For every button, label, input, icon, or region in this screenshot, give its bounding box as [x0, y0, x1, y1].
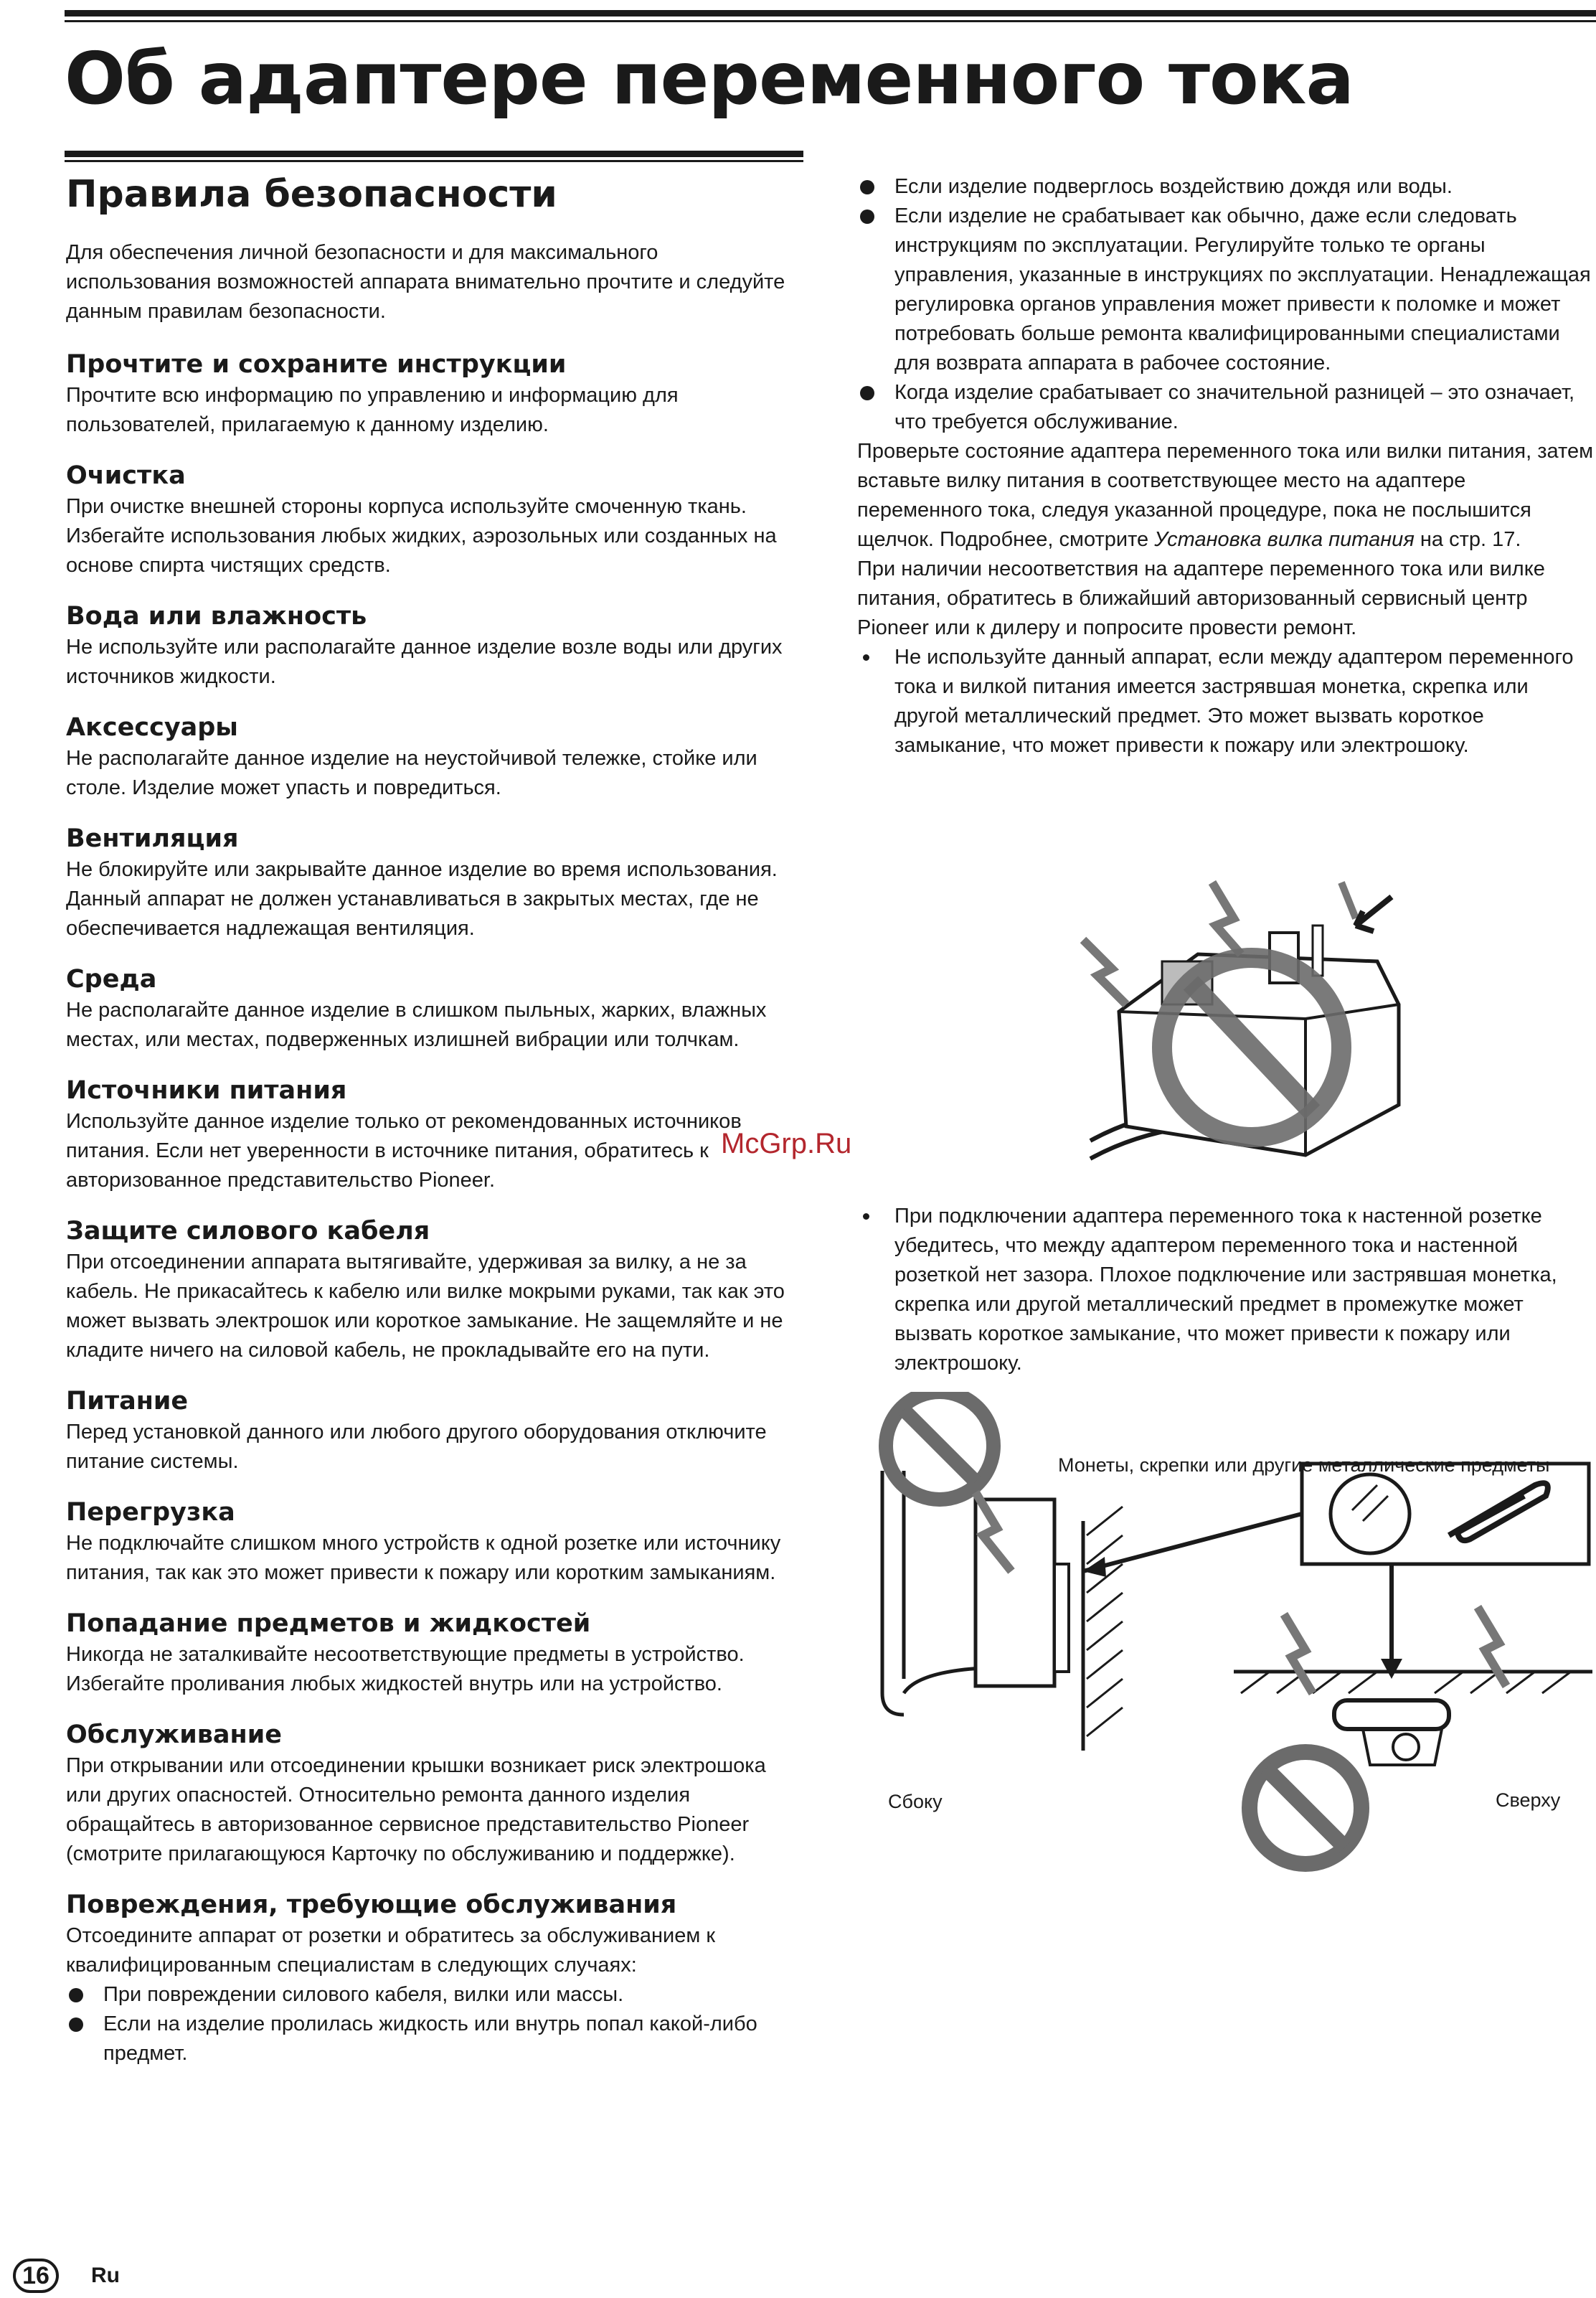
section-power-cord — [66, 1215, 805, 1365]
section-accessories — [66, 711, 805, 803]
section-text: При отсоединении аппарата вытягивайте, удерживая за вилку, а не за кабель. Не прикасайтесь к кабелю или вилке мокрыми руками, так как это может вызвать электрошок или короткое замыкание. Не защемляйте и не кладите ничего на силовой кабель, не прокладывайте его на пути. — [66, 1251, 785, 1362]
section-text: Никогда не заталкивайте несоответствующие предметы в устройство. Избегайте проливания любых жидкостей внутрь или на устройство. — [66, 1643, 745, 1696]
section-heading: Аксессуары — [66, 713, 238, 743]
section-heading: Защите силового кабеля — [66, 1217, 430, 1246]
note-list-1 — [857, 643, 1596, 760]
note-block-2 — [857, 1202, 1596, 1378]
page-title: Об адаптере переменного тока — [65, 37, 1354, 121]
section-environment — [66, 963, 805, 1055]
list-item: Если изделие не срабатывает как обычно, даже если следовать инструкциям по эксплуатации. Регулируйте только те органы управления, указанные в инструкциях по эксплуатации. Ненадлежащая регулировка органов управления может привести к поломке и может потребовать больше ремонта квалифицированными специалистами для возврата аппарата в рабочее состояние. — [857, 202, 1596, 378]
section-text: Не блокируйте или закрывайте данное изделие во время использования. Данный аппарат не должен устанавливаться в закрытых местах, где не обеспечивается надлежащая вентиляция. — [66, 858, 778, 941]
section-heading: Прочтите и сохраните инструкции — [66, 350, 567, 380]
section-heading: Очистка — [66, 461, 186, 491]
section-heading: Обслуживание — [66, 1720, 282, 1750]
list-item: Когда изделие срабатывает со значительной разницей – это означает, что требуется обслуживание. — [857, 378, 1596, 437]
section-power — [66, 1385, 805, 1477]
damage-list — [66, 1980, 805, 2068]
section-ventilation — [66, 822, 805, 943]
section-damage — [66, 1888, 805, 2068]
note-list-2 — [857, 1202, 1596, 1378]
service-cases-list — [857, 172, 1596, 437]
top-rule-thin — [65, 20, 1596, 22]
section-text: Прочтите всю информацию по управлению и информацию для пользователей, прилагаемую к данному изделию. — [66, 384, 679, 437]
section-text: При очистке внешней стороны корпуса используйте смоченную ткань. Избегайте использования любых жидких, аэрозольных или созданных на основе спирта чистящих средств. — [66, 495, 777, 578]
section-overload — [66, 1496, 805, 1588]
section-text: Не используйте или располагайте данное изделие возле воды или других источников жидкости. — [66, 636, 783, 689]
figure-label-side: Сбоку — [888, 1791, 943, 1812]
list-item: Если изделие подверглось воздействию дождя или воды. — [857, 172, 1596, 202]
section-text: Не располагайте данное изделие в слишком пыльных, жарких, влажных местах, или местах, подверженных излишней вибрации или толчкам. — [66, 999, 767, 1052]
section-heading: Вода или влажность — [66, 602, 367, 631]
intro-paragraph: Для обеспечения личной безопасности и для максимального использования возможностей аппарата внимательно прочтите и следуйте данным правилам безопасности. — [66, 241, 785, 324]
section-text: Не располагайте данное изделие на неустойчивой тележке, стойке или столе. Изделие может упасть и повредиться. — [66, 747, 757, 800]
section-heading: Среда — [66, 965, 157, 994]
section-text: Используйте данное изделие только от рекомендованных источников питания. Если нет уверенности в источнике питания, обратитесь к авторизованное представительство Pioneer. — [66, 1110, 742, 1192]
section-title: Правила безопасности — [66, 173, 557, 216]
check-adapter-paragraph — [857, 437, 1596, 555]
repair-paragraph: При наличии несоответствия на адаптере переменного тока или вилке питания, обратитесь в ближайший авторизованный сервисный центр Pioneer или к дилеру и попросите провести ремонт. — [857, 557, 1545, 639]
page-footer — [13, 2259, 120, 2293]
section-text: При открывании или отсоединении крышки возникает риск электрошока или других опасностей. Относительно ремонта данного изделия обращайтесь в авторизованное сервисное представительство Pioneer (смотрите прилагающуюся Карточку по обслуживанию и поддержке). — [66, 1754, 766, 1866]
section-objects-liquids — [66, 1607, 805, 1699]
section-water — [66, 600, 805, 692]
text-span: на стр. 17. — [1414, 528, 1521, 551]
section-text: Не подключайте слишком много устройств к одной розетке или источнику питания, так как это может привести к пожару или коротким замыканиям. — [66, 1532, 781, 1585]
top-rule — [65, 10, 1596, 17]
note-item: Не используйте данный аппарат, если между адаптером переменного тока и вилкой питания имеется застрявшая монетка, скрепка или другой металлический предмет. Это может вызвать короткое замыкание, что может привести к пожару или электрошоку. — [857, 643, 1596, 760]
list-item: При повреждении силового кабеля, вилки или массы. — [66, 1980, 805, 2010]
figure-label-objects: Монеты, скрепки или другие металлические предметы — [1058, 1454, 1550, 1476]
section-heading: Попадание предметов и жидкостей — [66, 1609, 591, 1639]
cross-reference-link[interactable]: Установка вилка питания — [1154, 528, 1415, 551]
section-heading: Вентиляция — [66, 824, 239, 854]
adapter-prohibition-figure — [1069, 868, 1427, 1184]
text-span: Проверьте состояние адаптера переменного тока или вилки питания, затем вставьте вилку питания в соответствующее место на адаптере переменного тока, следуя указанной процедуре, пока не послышится щелчок. Подробнее, смотрите — [857, 440, 1594, 551]
section-heading: Питание — [66, 1387, 189, 1416]
section-heading: Перегрузка — [66, 1498, 235, 1527]
section-rule — [65, 151, 803, 157]
section-servicing — [66, 1718, 805, 1869]
watermark: McGrp.Ru — [721, 1128, 852, 1159]
section-heading: Источники питания — [66, 1076, 347, 1106]
section-cleaning — [66, 459, 805, 580]
section-rule-thin — [65, 160, 803, 162]
section-heading: Повреждения, требующие обслуживания — [66, 1890, 677, 1920]
page-number: 16 — [13, 2259, 59, 2293]
list-item: Если на изделие пролилась жидкость или внутрь попал какой-либо предмет. — [66, 2010, 805, 2068]
right-column — [857, 172, 1596, 760]
left-column — [66, 172, 805, 2088]
section-instructions — [66, 348, 805, 440]
section-text: Отсоедините аппарат от розетки и обратитесь за обслуживанием к квалифицированным специалистам в следующих случаях: — [66, 1924, 716, 1977]
figure-label-top: Сверху — [1496, 1789, 1561, 1811]
section-power-sources — [66, 1074, 805, 1195]
section-text: Перед установкой данного или любого другого оборудования отключите питание системы. — [66, 1421, 767, 1474]
language-code: Ru — [91, 2264, 120, 2287]
note-item: При подключении адаптера переменного тока к настенной розетке убедитесь, что между адаптером переменного тока и настенной розеткой нет зазора. Плохое подключение или застрявшая монетка, скрепка или другой металлический предмет в промежутке может вызвать короткое замыкание, что может привести к пожару или электрошоку. — [857, 1202, 1596, 1378]
